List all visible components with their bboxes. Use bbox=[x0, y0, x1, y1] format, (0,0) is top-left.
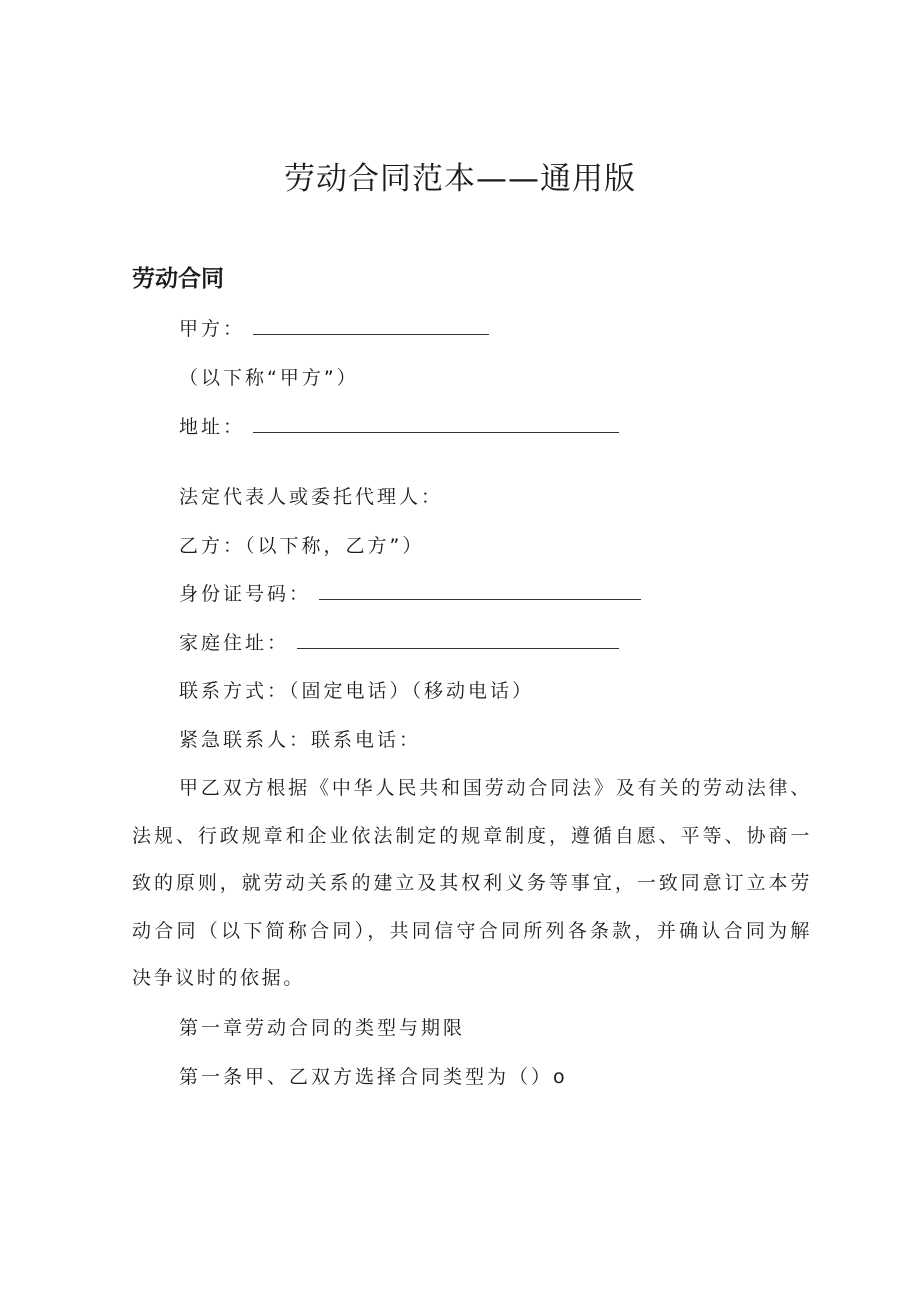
emergency-contact: 紧急联系人：联系电话： bbox=[179, 729, 422, 751]
party-a-line bbox=[179, 314, 489, 344]
id-number-line bbox=[179, 579, 641, 609]
party-a-label: 甲方： bbox=[179, 318, 246, 340]
address-blank bbox=[253, 414, 619, 433]
document-title: 劳动合同范本——通用版 bbox=[284, 161, 636, 197]
home-address-label: 家庭住址： bbox=[179, 632, 290, 654]
contract-heading: 劳动合同 bbox=[132, 266, 224, 292]
address-label: 地址： bbox=[179, 416, 246, 438]
contact-method: 联系方式：（固定电话）（移动电话） bbox=[179, 680, 535, 702]
party-a-blank bbox=[253, 316, 489, 335]
home-address-blank bbox=[297, 630, 619, 649]
preamble-paragraph: 甲乙双方根据《中华人民共和国劳动合同法》及有关的劳动法律、法规、行政规章和企业依法制定的规章制度，遵循自愿、平等、协商一致的原则，就劳动关系的建立及其权利义务等事宜，一致同意订立本劳动合同（以下简称合同），共同信守合同所列各条款，并确认合同为解决争议时的依据。 bbox=[132, 777, 812, 989]
id-number-label: 身份证号码： bbox=[179, 583, 312, 605]
article-1: 第一条甲、乙双方选择合同类型为（）o bbox=[179, 1066, 568, 1088]
id-number-blank bbox=[319, 581, 641, 600]
party-a-alias: （以下称“甲方”） bbox=[179, 367, 359, 389]
home-address-line bbox=[179, 628, 619, 658]
legal-representative-label: 法定代表人或委托代理人： bbox=[179, 486, 444, 508]
address-line bbox=[179, 412, 619, 442]
chapter-1-title: 第一章劳动合同的类型与期限 bbox=[179, 1017, 466, 1039]
party-b-label: 乙方：（以下称，乙方”） bbox=[179, 535, 425, 557]
